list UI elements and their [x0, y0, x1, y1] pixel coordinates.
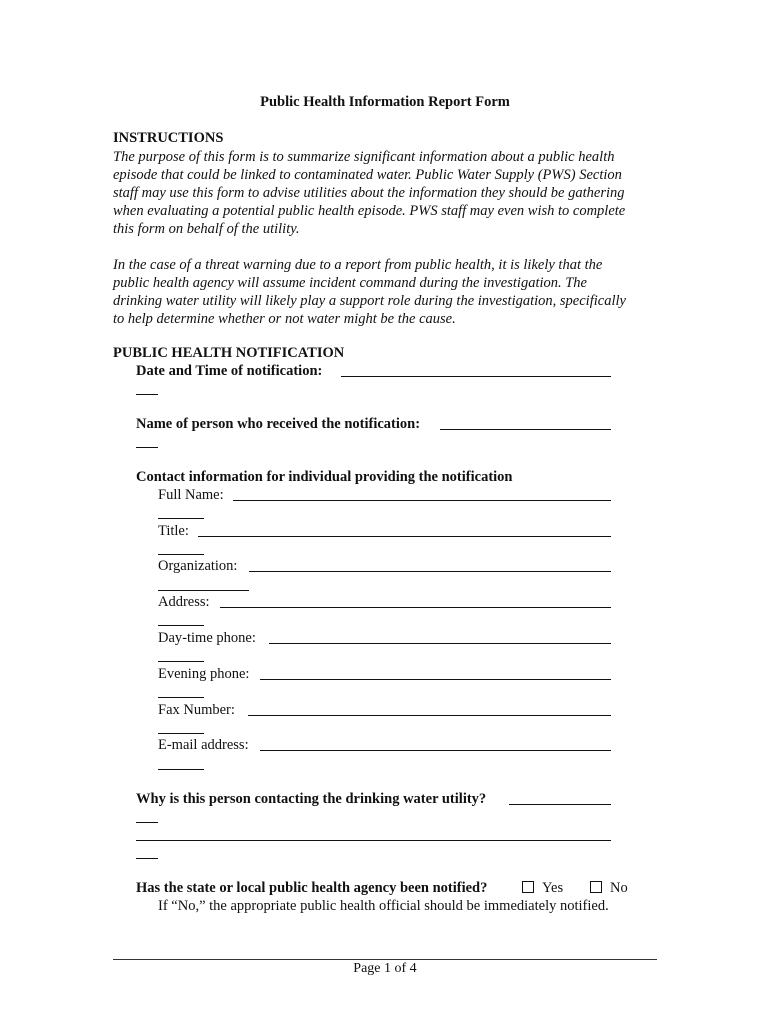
organization-field[interactable]: [249, 571, 611, 572]
no-checkbox[interactable]: [590, 881, 602, 893]
daytime-phone-field[interactable]: [269, 643, 611, 644]
email-label: E-mail address:: [158, 737, 249, 753]
address-label: Address:: [158, 594, 210, 610]
instructions-p2-line: In the case of a threat warning due to a report from public health, it is likely that the: [113, 257, 603, 273]
footer-rule: [113, 959, 657, 960]
instructions-p2-line: public health agency will assume incident command during the investigation. The: [113, 275, 587, 291]
notification-heading: PUBLIC HEALTH NOTIFICATION: [113, 345, 345, 361]
contact-info-heading: Contact information for individual providing the notification: [136, 469, 513, 485]
yes-label: Yes: [542, 880, 564, 896]
why-contacting-field[interactable]: [509, 804, 611, 805]
received-by-field[interactable]: [440, 429, 611, 430]
title-field-continuation[interactable]: [158, 554, 204, 555]
why-contacting-extra-line[interactable]: [136, 840, 611, 841]
no-label: No: [610, 880, 628, 896]
instructions-paragraph-1: [113, 148, 658, 238]
agency-notified-note: If “No,” the appropriate public health official should be immediately notified.: [158, 898, 609, 914]
instructions-p1-line: when evaluating a potential public health episode. PWS staff may even wish to complete: [113, 203, 626, 219]
date-time-field-continuation[interactable]: [136, 394, 158, 395]
organization-label: Organization:: [158, 558, 238, 574]
no-option[interactable]: [590, 880, 628, 897]
why-contacting-extra-continuation[interactable]: [136, 858, 158, 859]
daytime-phone-label: Day-time phone:: [158, 630, 256, 646]
email-field-continuation[interactable]: [158, 769, 204, 770]
page-number: Page 1 of 4: [353, 961, 417, 976]
instructions-p2-line: to help determine whether or not water might be the cause.: [113, 311, 456, 327]
fax-field[interactable]: [248, 715, 611, 716]
received-by-field-continuation[interactable]: [136, 447, 158, 448]
evening-phone-label: Evening phone:: [158, 666, 250, 682]
date-time-label: Date and Time of notification:: [136, 363, 323, 379]
evening-phone-field[interactable]: [260, 679, 611, 680]
instructions-p1-line: The purpose of this form is to summarize significant information about a public health: [113, 149, 615, 165]
address-field-continuation[interactable]: [158, 625, 204, 626]
instructions-p1-line: staff may use this form to advise utilities about the information they should be gathering: [113, 185, 625, 201]
organization-field-continuation[interactable]: [158, 590, 249, 591]
evening-phone-field-continuation[interactable]: [158, 697, 204, 698]
daytime-phone-field-continuation[interactable]: [158, 661, 204, 662]
fax-label: Fax Number:: [158, 702, 235, 718]
address-field[interactable]: [220, 607, 611, 608]
received-by-label: Name of person who received the notification:: [136, 416, 421, 432]
agency-notified-label: Has the state or local public health agency been notified?: [136, 880, 488, 896]
instructions-p1-line: this form on behalf of the utility.: [113, 221, 300, 237]
yes-option[interactable]: [522, 880, 563, 897]
instructions-paragraph-2: [113, 256, 658, 328]
instructions-heading: INSTRUCTIONS: [113, 130, 224, 146]
yes-checkbox[interactable]: [522, 881, 534, 893]
full-name-label: Full Name:: [158, 487, 224, 503]
title-field[interactable]: [198, 536, 611, 537]
title-label: Title:: [158, 523, 189, 539]
instructions-p1-line: episode that could be linked to contaminated water. Public Water Supply (PWS) Section: [113, 167, 622, 183]
why-contacting-field-continuation[interactable]: [136, 822, 158, 823]
instructions-p2-line: drinking water utility will likely play a support role during the investigation, specifically: [113, 293, 626, 309]
full-name-field-continuation[interactable]: [158, 518, 204, 519]
date-time-field[interactable]: [341, 376, 611, 377]
full-name-field[interactable]: [233, 500, 611, 501]
why-contacting-label: Why is this person contacting the drinking water utility?: [136, 791, 487, 807]
email-field[interactable]: [260, 750, 611, 751]
fax-field-continuation[interactable]: [158, 733, 204, 734]
page-title: Public Health Information Report Form: [260, 94, 510, 110]
